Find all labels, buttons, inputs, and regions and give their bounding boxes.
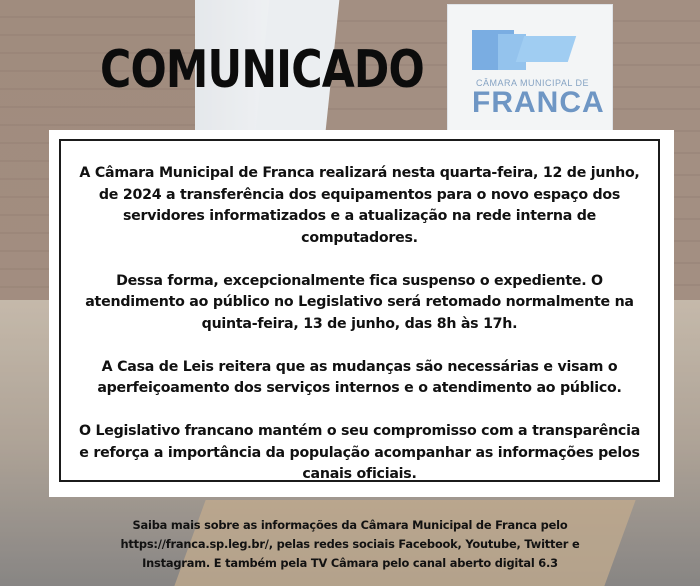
notice-body bbox=[61, 163, 658, 507]
notice-border bbox=[59, 139, 660, 482]
logo-name: FRANCA bbox=[472, 86, 605, 119]
footer-info: Saiba mais sobre as informações da Câmara Municipal de Franca pelo https://franca.sp.leg.br/, pelas redes sociais Facebook, Youtube, Twitter e Instagram. E também pela TV Câmara pelo canal aberto digital 6.3 bbox=[120, 518, 580, 570]
notice-paragraph: A Câmara Municipal de Franca realizará nesta quarta-feira, 12 de junho, de 2024 a transferência dos equipamentos para o novo espaço dos servidores informatizados e a atualização na rede interna de computadores. bbox=[79, 165, 640, 246]
notice-panel bbox=[49, 130, 674, 497]
notice-paragraph: A Casa de Leis reitera que as mudanças são necessárias e visam o aperfeiçoamento dos serviços internos e o atendimento ao público. bbox=[97, 358, 622, 396]
notice-paragraph: Dessa forma, excepcionalmente fica suspenso o expediente. O atendimento ao público no Legislativo será retomado normalmente na quinta-feira, 13 de junho, das 8h às 17h. bbox=[85, 272, 634, 332]
page-title: COMUNICADO bbox=[100, 40, 424, 100]
logo-subtitle: CÂMARA MUNICIPAL DE bbox=[476, 78, 590, 88]
notice-paragraph: O Legislativo francano mantém o seu compromisso com a transparência e reforça a importância da população acompanhar as informações pelos canais oficiais. bbox=[78, 423, 641, 482]
